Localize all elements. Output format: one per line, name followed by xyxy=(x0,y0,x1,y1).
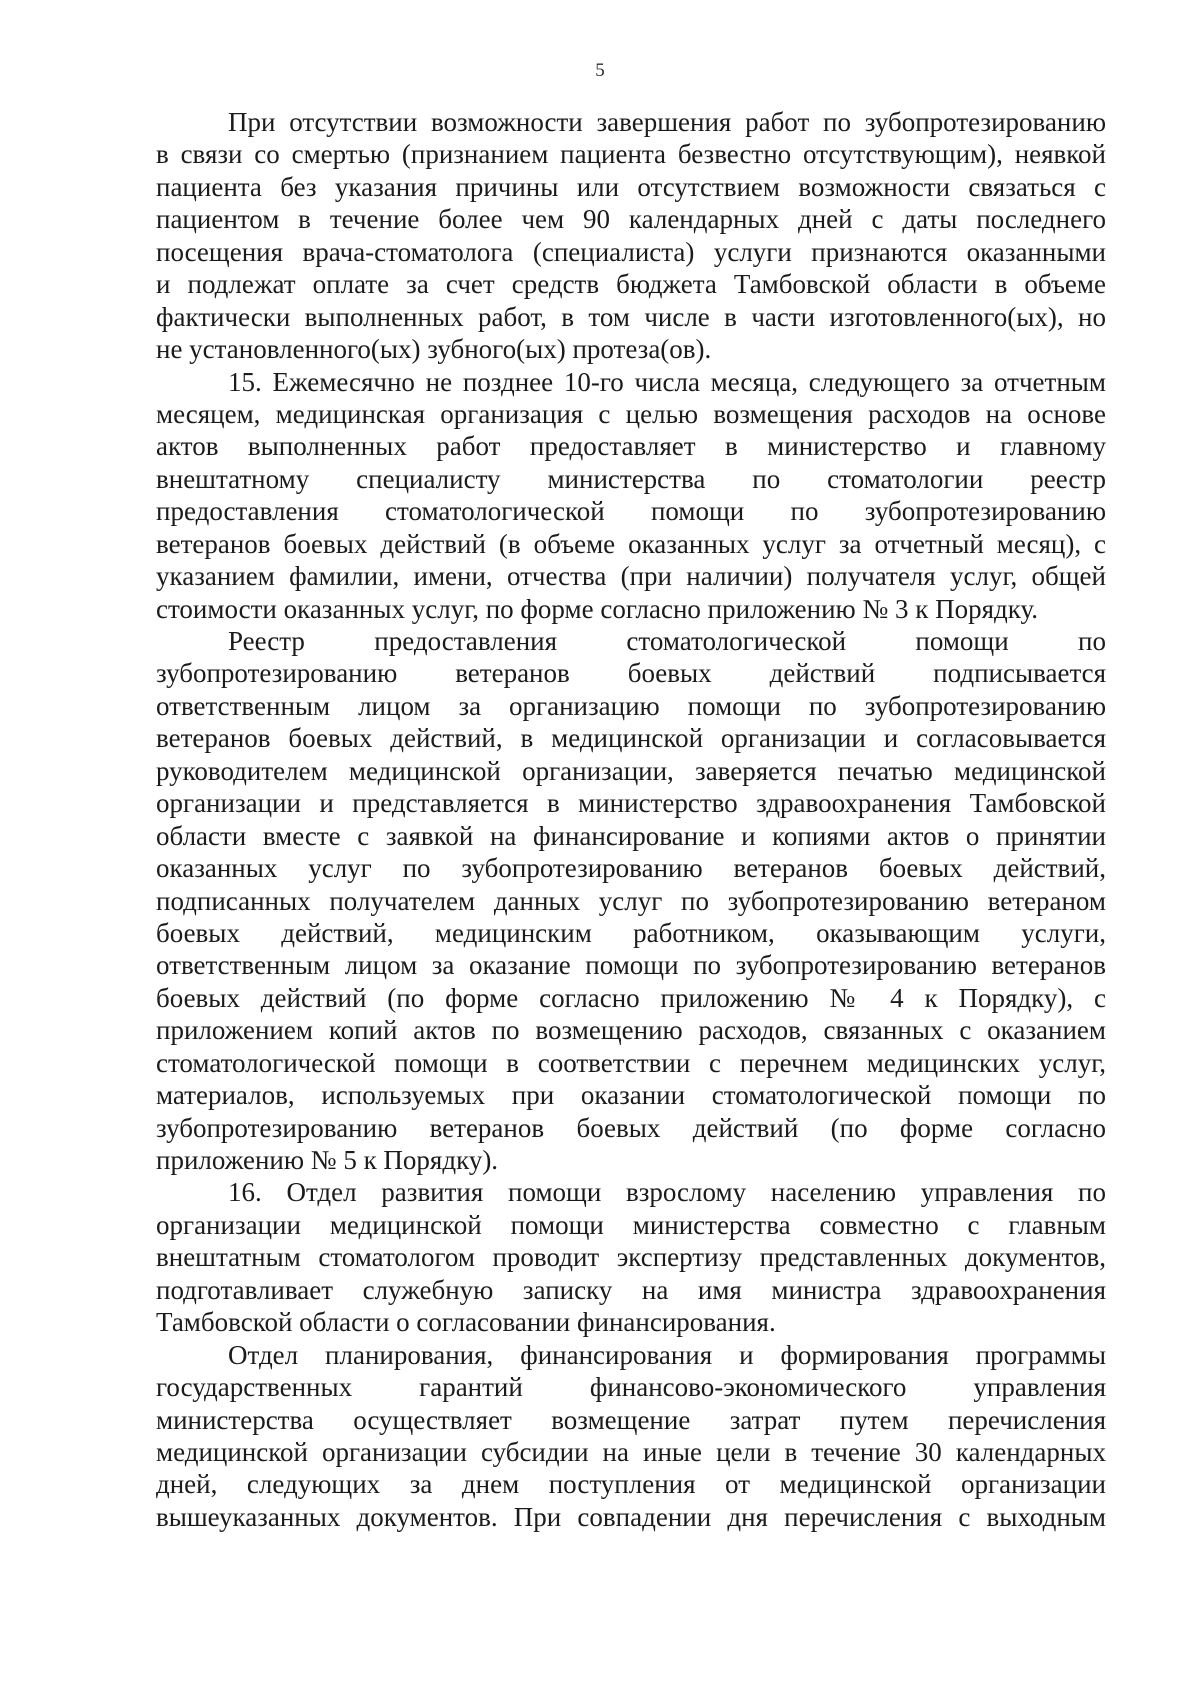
text-line: пациентом в течение более чем 90 календарных дней с даты последнего xyxy=(156,204,1106,235)
text-line: руководителем медицинской организации, заверяется печатью медицинской xyxy=(156,755,1106,786)
text-line: внештатным стоматологом проводит экспертизу представленных документов, xyxy=(156,1242,1106,1273)
text-line: подписанных получателем данных услуг по зубопротезированию ветераном xyxy=(156,885,1106,916)
text-line: фактически выполненных работ, в том числе в части изготовленного(ых), но xyxy=(156,301,1106,332)
text-line: зубопротезированию ветеранов боевых действий (по форме согласно xyxy=(156,1112,1106,1143)
text-line: При отсутствии возможности завершения работ по зубопротезированию xyxy=(228,107,1106,137)
text-line: Тамбовской области о согласовании финансирования. xyxy=(156,1307,776,1338)
text-line: 16. Отдел развития помощи взрослому населению управления по xyxy=(228,1177,1106,1208)
text-line: ответственным лицом за организацию помощи по зубопротезированию xyxy=(156,690,1106,721)
text-line: внештатному специалисту министерства по стоматологии реестр xyxy=(156,463,1106,494)
text-line: оказанных услуг по зубопротезированию ветеранов боевых действий, xyxy=(156,853,1106,884)
text-line: не установленного(ых) зубного(ых) протеза(ов). xyxy=(156,334,712,365)
text-line: медицинской организации субсидии на иные цели в течение 30 календарных xyxy=(156,1436,1106,1467)
text-line: материалов, используемых при оказании стоматологической помощи по xyxy=(156,1080,1106,1111)
text-line: предоставления стоматологической помощи по зубопротезированию xyxy=(156,496,1106,527)
text-line: ветеранов боевых действий, в медицинской организации и согласовывается xyxy=(156,723,1106,754)
text-line: посещения врача-стоматолога (специалиста) услуги признаются оказанными xyxy=(156,236,1106,267)
text-line: стоимости оказанных услуг, по форме согласно приложению № 3 к Порядку. xyxy=(156,593,1039,624)
text-line: и подлежат оплате за счет средств бюджета Тамбовской области в объеме xyxy=(156,269,1106,300)
text-line: зубопротезированию ветеранов боевых действий подписывается xyxy=(156,658,1106,689)
text-line: организации медицинской помощи министерства совместно с главным xyxy=(156,1209,1106,1240)
text-line: дней, следующих за днем поступления от медицинской организации xyxy=(156,1469,1106,1500)
document-body xyxy=(156,106,1106,1533)
text-line: боевых действий (по форме согласно приложению № 4 к Порядку), с xyxy=(156,982,1106,1013)
text-line: боевых действий, медицинским работником, оказывающим услуги, xyxy=(156,917,1106,948)
page-number: 5 xyxy=(595,60,605,81)
text-line: подготавливает служебную записку на имя министра здравоохранения xyxy=(156,1274,1106,1305)
text-line: ответственным лицом за оказание помощи по зубопротезированию ветеранов xyxy=(156,950,1106,981)
text-line: Отдел планирования, финансирования и формирования программы xyxy=(228,1339,1106,1370)
text-line: приложению № 5 к Порядку). xyxy=(156,1145,499,1175)
text-line: вышеуказанных документов. При совпадении дня перечисления с выходным xyxy=(156,1501,1106,1532)
text-line: области вместе с заявкой на финансирование и копиями актов о принятии xyxy=(156,820,1106,851)
text-line: пациента без указания причины или отсутствием возможности связаться с xyxy=(156,171,1106,202)
text-line: указанием фамилии, имени, отчества (при наличии) получателя услуг, общей xyxy=(156,561,1106,592)
text-line: ветеранов боевых действий (в объеме оказанных услуг за отчетный месяц), с xyxy=(156,528,1106,559)
text-line: в связи со смертью (признанием пациента безвестно отсутствующим), неявкой xyxy=(156,139,1106,170)
text-line: организации и представляется в министерство здравоохранения Тамбовской xyxy=(156,788,1106,819)
text-line: стоматологической помощи в соответствии с перечнем медицинских услуг, xyxy=(156,1047,1106,1078)
text-line: 15. Ежемесячно не позднее 10-го числа месяца, следующего за отчетным xyxy=(228,366,1106,397)
text-line: государственных гарантий финансово-экономического управления xyxy=(156,1372,1106,1403)
text-line: актов выполненных работ предоставляет в министерство и главному xyxy=(156,431,1106,462)
text-line: Реестр предоставления стоматологической помощи по xyxy=(228,626,1106,656)
text-line: месяцем, медицинская организация с целью возмещения расходов на основе xyxy=(156,398,1106,429)
text-line: министерства осуществляет возмещение затрат путем перечисления xyxy=(156,1404,1106,1435)
text-line: приложением копий актов по возмещению расходов, связанных с оказанием xyxy=(156,1015,1106,1046)
